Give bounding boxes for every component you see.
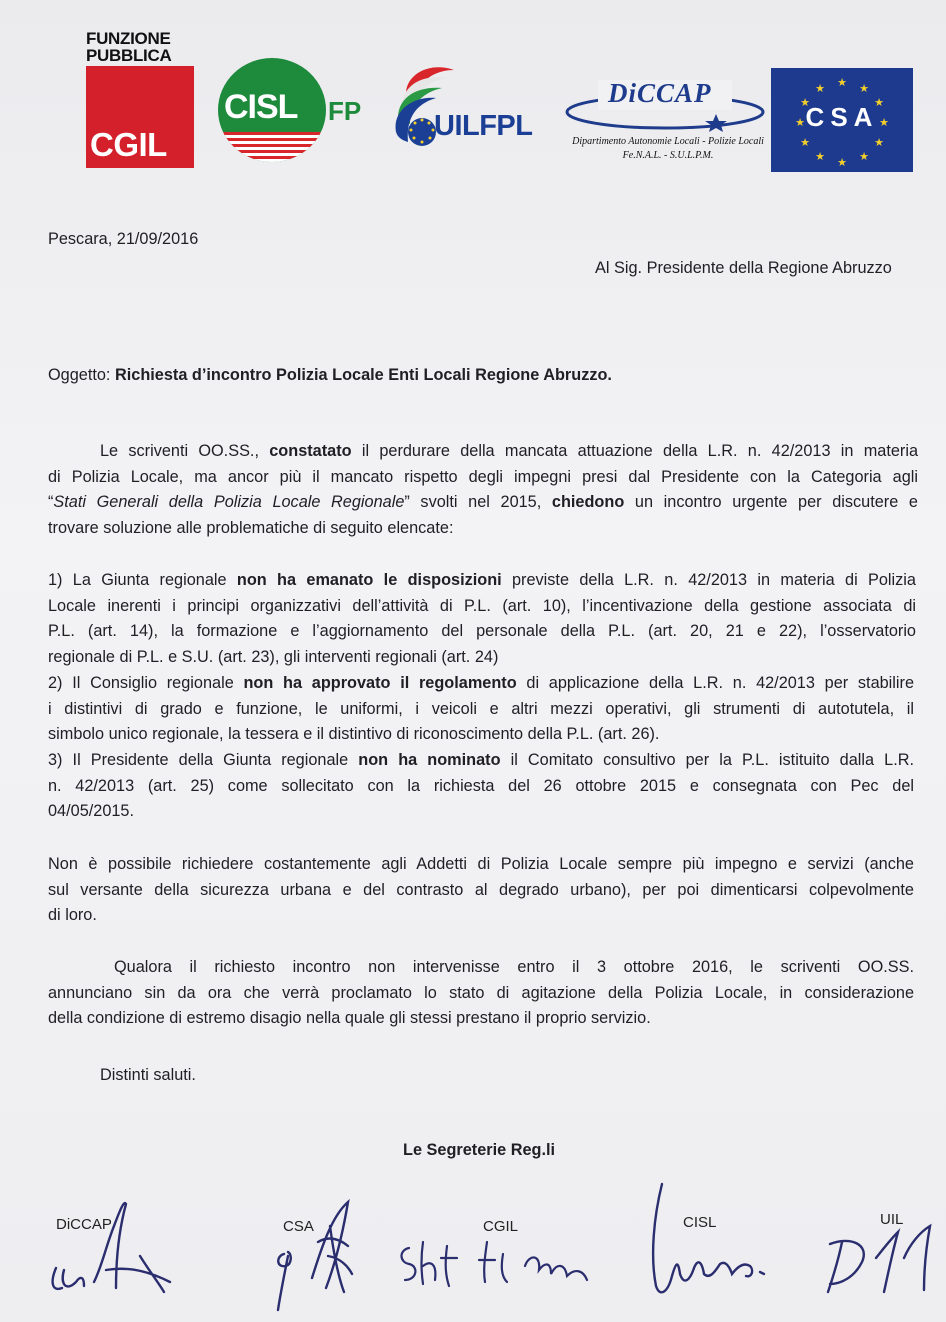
svg-text:★: ★ bbox=[859, 150, 869, 163]
item3-line2: n. 42/2013 (art. 25) come sollecitato con la richiesta del 26 ottobre 2015 e consegnata con Pec del bbox=[48, 776, 914, 795]
item3-line3: 04/05/2015. bbox=[48, 802, 135, 821]
p2-line3: di loro. bbox=[48, 906, 97, 925]
csa-logo-text: CSA bbox=[805, 102, 879, 132]
subject-label: Oggetto: bbox=[48, 366, 111, 384]
svg-text:★: ★ bbox=[879, 116, 889, 129]
list-item-2 bbox=[48, 671, 914, 748]
signature-label-cisl: CISL bbox=[683, 1214, 717, 1231]
p1-line4: trovare soluzione alle problematiche di seguito elencate: bbox=[48, 518, 454, 537]
p1-line1: Le scriventi OO.SS., constatato il perdurare della mancata attuazione della L.R. n. 42/2013 in materia bbox=[100, 442, 918, 460]
signature-label-cgil: CGIL bbox=[483, 1218, 519, 1235]
svg-text:★: ★ bbox=[800, 136, 810, 149]
signature-cisl bbox=[640, 1176, 790, 1306]
subject-text: Richiesta d’incontro Polizia Locale Enti Locali Regione Abruzzo. bbox=[115, 366, 612, 384]
item1-line1: 1) La Giunta regionale non ha emanato le disposizioni previste della L.R. n. 42/2013 in materia di Polizia bbox=[48, 571, 916, 589]
paragraph-complaint bbox=[48, 852, 914, 929]
signature-diccap bbox=[40, 1196, 180, 1306]
item1-line3: P.L. (art. 14), la formazione e l’aggiornamento del personale della P.L. (art. 20, 21 e 22), l’osservatorio bbox=[48, 622, 916, 641]
cisl-logo-fp: FP bbox=[328, 96, 362, 126]
p3-line2: annunciano sin da ora che verrà proclamato lo stato di agitazione della Polizia Locale, in considerazione bbox=[48, 983, 914, 1002]
fp-cgil-logo-line2: PUBBLICA bbox=[86, 46, 172, 65]
diccap-logo-line2: Fe.N.A.L. - S.U.L.P.M. bbox=[622, 150, 714, 161]
svg-text:★: ★ bbox=[859, 82, 869, 95]
paragraph-warning bbox=[48, 955, 914, 1032]
item2-line3: simbolo unico regionale, la tessera e il distintivo di riconoscimento della P.L. (art. 26). bbox=[48, 725, 660, 744]
cisl-fp-logo bbox=[218, 58, 382, 164]
paragraph-request bbox=[48, 439, 918, 541]
fp-cgil-logo bbox=[86, 30, 194, 170]
item3-line1: 3) Il Presidente della Giunta regionale non ha nominato il Comitato consultivo per la P.L. istituito dalla L.R. bbox=[48, 751, 914, 769]
item2-line1: 2) Il Consiglio regionale non ha approvato il regolamento di applicazione della L.R. n. 42/2013 per stabilire bbox=[48, 674, 915, 692]
signature-uil bbox=[820, 1218, 944, 1298]
p1-line2: di Polizia Locale, ma ancor più il mancato rispetto degli impegni presi dal Presidente con la Categoria agli bbox=[48, 467, 918, 486]
svg-text:★: ★ bbox=[874, 136, 884, 149]
signature-csa bbox=[268, 1196, 368, 1316]
logo-header bbox=[0, 20, 946, 180]
svg-text:★: ★ bbox=[800, 96, 810, 109]
signatories-title: Le Segreterie Reg.li bbox=[403, 1141, 556, 1159]
p2-line1: Non è possibile richiedere costantemente agli Addetti di Polizia Locale sempre più impegno e servizi (anche bbox=[48, 855, 914, 873]
place-date: Pescara, 21/09/2016 bbox=[48, 230, 199, 248]
svg-text:★: ★ bbox=[837, 76, 847, 89]
fp-cgil-logo-line1: FUNZIONE bbox=[86, 29, 171, 48]
closing: Distinti saluti. bbox=[100, 1066, 196, 1084]
svg-text:★: ★ bbox=[795, 116, 805, 129]
list-item-1 bbox=[48, 568, 916, 670]
recipient: Al Sig. Presidente della Regione Abruzzo bbox=[595, 259, 892, 277]
diccap-logo-title: DiCCAP bbox=[608, 78, 712, 108]
cisl-logo-name: CISL bbox=[224, 88, 298, 126]
signature-label-csa: CSA bbox=[283, 1218, 314, 1235]
svg-text:★: ★ bbox=[815, 150, 825, 163]
p3-line1: Qualora il richiesto incontro non intervenisse entro il 3 ottobre 2016, le scriventi OO.SS. bbox=[114, 958, 914, 976]
signature-label-diccap: DiCCAP bbox=[56, 1216, 112, 1233]
p1-line3: “Stati Generali della Polizia Locale Regionale” svolti nel 2015, chiedono un incontro urgente per discutere e bbox=[48, 493, 918, 512]
p2-line2: sul versante della sicurezza urbana e del contrasto al degrado urbano), per poi dimenticarsi colpevolmente bbox=[48, 880, 914, 899]
uilfpl-logo-text: UILFPL bbox=[434, 110, 533, 142]
signature-cgil bbox=[395, 1236, 595, 1296]
item1-line4: regionale di P.L. e S.U. (art. 23), gli interventi regionali (art. 24) bbox=[48, 647, 499, 666]
svg-text:★: ★ bbox=[815, 82, 825, 95]
uilfpl-logo bbox=[390, 62, 550, 162]
subject-line bbox=[48, 363, 612, 389]
signature-label-uil: UIL bbox=[880, 1211, 904, 1228]
svg-text:★: ★ bbox=[837, 156, 847, 169]
item1-line2: Locale inerenti i principi organizzativi dell’attività di P.L. (art. 10), l’incentivazione della gestione associata di bbox=[48, 596, 916, 615]
p3-line3: della condizione di estremo disagio nella quale gli stessi prestano il proprio servizio. bbox=[48, 1009, 651, 1028]
csa-logo bbox=[771, 68, 913, 172]
fp-cgil-logo-box bbox=[86, 66, 194, 168]
list-item-3 bbox=[48, 748, 914, 825]
diccap-logo-line1: Dipartimento Autonomie Locali - Polizie Locali bbox=[572, 136, 764, 147]
cisl-logo-stripes bbox=[218, 132, 326, 162]
svg-text:★: ★ bbox=[874, 96, 884, 109]
item2-line2: i distintivi di grado e funzione, le uniformi, i veicoli e altri mezzi operativi, gli strumenti di autotutela, il bbox=[48, 699, 914, 718]
diccap-logo bbox=[562, 76, 768, 170]
fp-cgil-logo-cgil: CGIL bbox=[90, 126, 167, 163]
